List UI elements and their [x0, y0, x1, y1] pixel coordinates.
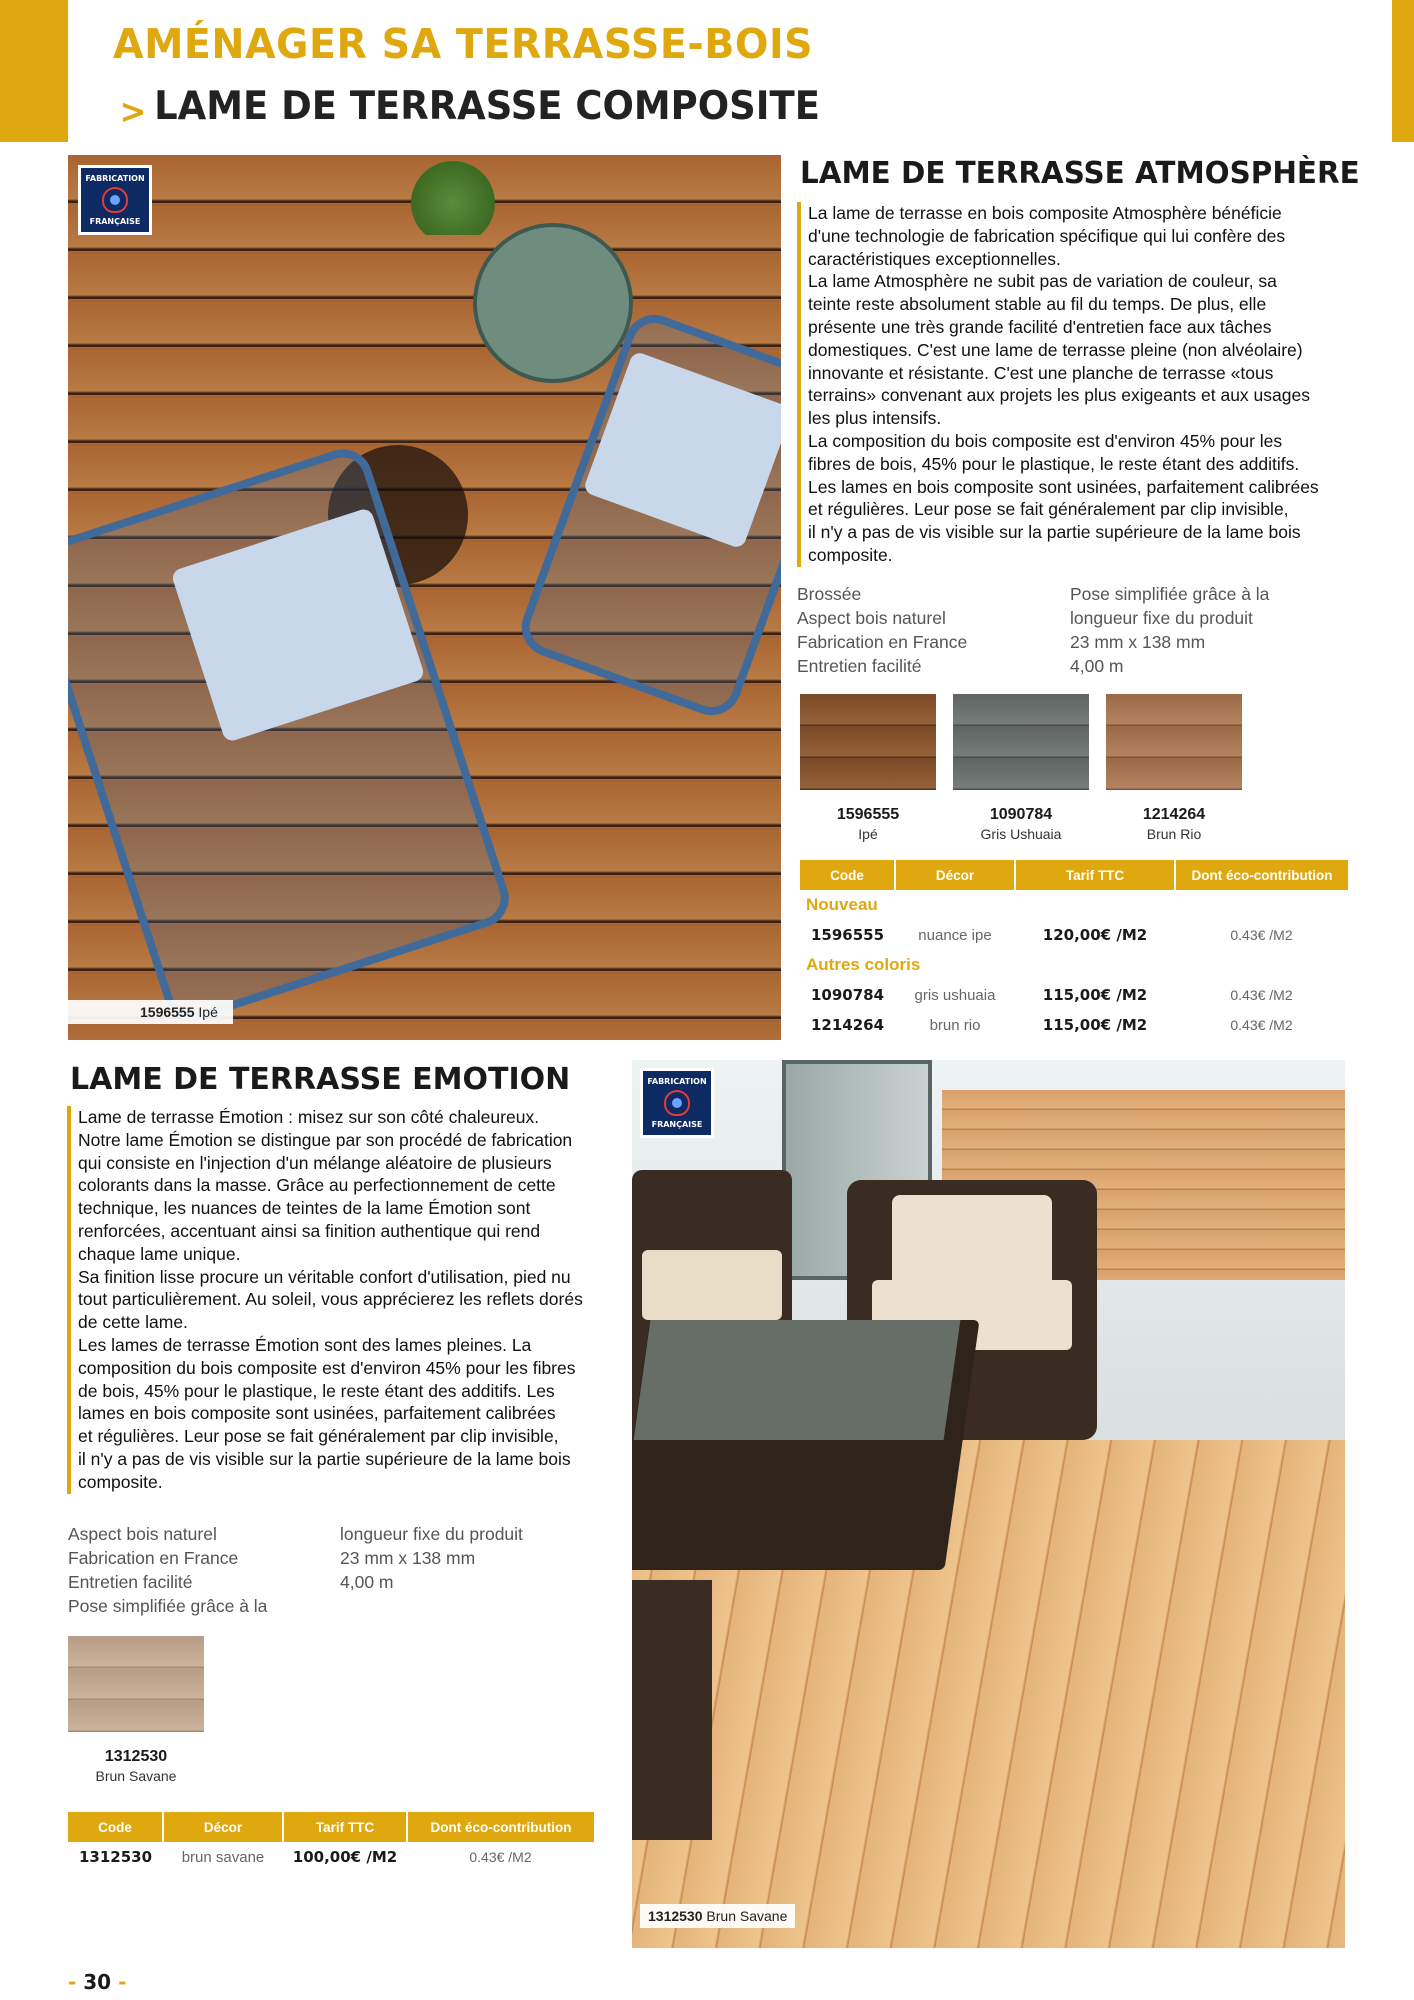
cell-decor: nuance ipe	[918, 926, 992, 944]
feature-item: Pose simplifiée grâce à la	[1070, 584, 1270, 604]
feature-item: Brossée	[797, 584, 862, 604]
table-header-row	[68, 1812, 594, 1842]
table-row	[68, 1842, 594, 1872]
table-group-row	[800, 950, 1348, 980]
page-subtitle-text: LAME DE TERRASSE COMPOSITE	[154, 84, 820, 129]
emotion-features-col2	[340, 1522, 523, 1594]
page-title: AMÉNAGER SA TERRASSE-BOIS	[113, 20, 814, 68]
cell-code: 1312530	[78, 1848, 153, 1866]
photo-caption-name: Ipé	[198, 1004, 218, 1020]
cell-tarif: 100,00€ /M2	[292, 1848, 398, 1866]
photo-caption-name: Brun Savane	[706, 1908, 788, 1924]
page-number-value: 30	[83, 1970, 112, 1994]
cell-eco: 0.43€ /M2	[469, 1849, 532, 1865]
swatch-label-ipe	[800, 806, 936, 842]
swatch-label-rio	[1106, 806, 1242, 842]
plant-illustration	[403, 155, 503, 235]
fabrication-francaise-badge	[78, 165, 152, 235]
feature-item: Entretien facilité	[797, 656, 922, 676]
feature-item: Fabrication en France	[797, 632, 968, 652]
emotion-price-table	[68, 1812, 594, 1872]
page-number: - 30 -	[68, 1970, 127, 1994]
side-table-illustration	[473, 223, 633, 383]
table-row	[800, 1010, 1348, 1040]
swatch-name: Ipé	[858, 826, 878, 842]
cushion-illustration	[642, 1250, 782, 1320]
feature-item: Entretien facilité	[68, 1572, 193, 1592]
feature-item: longueur fixe du produit	[1070, 608, 1253, 628]
page-subtitle	[119, 84, 820, 132]
glass-top-illustration	[634, 1320, 961, 1440]
france-map-icon	[664, 1090, 690, 1116]
cell-code: 1214264	[810, 1016, 885, 1034]
photo-caption-code: 1596555	[140, 1004, 195, 1020]
feature-item: 23 mm x 138 mm	[1070, 632, 1206, 652]
feature-item: 4,00 m	[340, 1572, 394, 1592]
cell-code: 1596555	[810, 926, 885, 944]
col-decor: Décor	[895, 860, 1015, 890]
table-header-row	[800, 860, 1348, 890]
swatch-label-savane	[68, 1748, 204, 1784]
atmosphere-price-table	[800, 860, 1348, 1040]
feature-item: Aspect bois naturel	[68, 1524, 217, 1544]
feature-item: Aspect bois naturel	[797, 608, 946, 628]
emotion-description: Lame de terrasse Émotion : misez sur son côté chaleureux. Notre lame Émotion se distingue par son procédé de fabrication qui consiste en l'injection d'un mélange aléatoire de plusieurs colorants dans la masse. Grâce au perfectionnement de cette technique, les nuances de teintes de la lame Émotion sont renforcées, accentuant ainsi sa finition authentique qui rend chaque lame unique. Sa finition lisse procure un véritable confort d'utilisation, pied nu tout particulièrement. Au soleil, vous apprécierez les reflets dorés de cette lame. Les lames de terrasse Émotion sont des lames pleines. La composition du bois composite est d'environ 45% pour les fibres de bois, 45% pour le plastique, le reste étant des additifs. Les lames en bois composite sont usinées, parfaitement calibrées et régulières. Leur pose se fait généralement par clip invisible, il n'y a pas de vis visible sur la partie supérieure de la lame bois composite.	[67, 1106, 627, 1494]
col-eco: Dont éco-contribution	[1175, 860, 1348, 890]
atmosphere-features-col2	[1070, 582, 1269, 678]
emotion-features-col1	[68, 1522, 267, 1618]
accent-bar-right	[1392, 0, 1414, 142]
swatch-name: Brun Savane	[95, 1768, 177, 1784]
badge-line2: FRANÇAISE	[651, 1120, 703, 1129]
photo-caption	[640, 1904, 795, 1928]
cell-tarif: 115,00€ /M2	[1042, 986, 1148, 1004]
badge-line2: FRANÇAISE	[89, 217, 141, 226]
cell-tarif: 120,00€ /M2	[1042, 926, 1148, 944]
cell-decor: brun savane	[181, 1848, 265, 1866]
chevron-right-icon: >	[119, 92, 147, 132]
col-tarif: Tarif TTC	[1015, 860, 1175, 890]
feature-item: longueur fixe du produit	[340, 1524, 523, 1544]
cell-eco: 0.43€ /M2	[1230, 927, 1293, 943]
col-tarif: Tarif TTC	[283, 1812, 407, 1842]
badge-line1: FABRICATION	[647, 1077, 707, 1086]
feature-item: 23 mm x 138 mm	[340, 1548, 476, 1568]
table-row	[800, 980, 1348, 1010]
swatch-ipe	[800, 694, 936, 790]
cell-decor: brun rio	[929, 1016, 981, 1034]
swatch-code: 1596555	[836, 806, 900, 823]
group-label-other: Autres coloris	[806, 955, 921, 974]
table-row	[800, 920, 1348, 950]
swatch-code: 1214264	[1142, 806, 1206, 823]
cell-tarif: 115,00€ /M2	[1042, 1016, 1148, 1034]
swatch-label-gris	[953, 806, 1089, 842]
table-group-row	[800, 890, 1348, 920]
swatch-gris-ushuaia	[953, 694, 1089, 790]
swatch-name: Brun Rio	[1146, 826, 1202, 842]
cell-decor: gris ushuaia	[914, 986, 996, 1004]
accent-bar-left	[0, 0, 68, 142]
swatch-name: Gris Ushuaia	[980, 826, 1062, 842]
emotion-photo	[632, 1060, 1345, 1948]
emotion-title: LAME DE TERRASSE EMOTION	[70, 1062, 571, 1097]
swatch-code: 1312530	[104, 1748, 168, 1765]
badge-line1: FABRICATION	[85, 174, 145, 183]
atmosphere-title: LAME DE TERRASSE ATMOSPHÈRE	[800, 156, 1360, 191]
swatch-brun-rio	[1106, 694, 1242, 790]
feature-item: Fabrication en France	[68, 1548, 239, 1568]
cell-eco: 0.43€ /M2	[1230, 987, 1293, 1003]
cell-code: 1090784	[810, 986, 885, 1004]
atmosphere-photo	[68, 155, 781, 1040]
col-code: Code	[68, 1812, 163, 1842]
france-map-icon	[102, 187, 128, 213]
feature-item: 4,00 m	[1070, 656, 1124, 676]
armchair-illustration	[632, 1580, 712, 1840]
atmosphere-description: La lame de terrasse en bois composite Atmosphère bénéficie d'une technologie de fabrication spécifique qui lui confère des caractéristiques exceptionnelles. La lame Atmosphère ne subit pas de variation de couleur, sa teinte reste absolument stable au fil du temps. De plus, elle présente une très grande facilité d'entretien face aux tâches domestiques. C'est une lame de terrasse pleine (non alvéolaire) innovante et résistante. C'est une planche de terrasse «tous terrains» convenant aux projets les plus exigeants et aux usages les plus intensifs. La composition du bois composite est d'environ 45% pour les fibres de bois, 45% pour le plastique, le reste étant des additifs. Les lames en bois composite sont usinées, parfaitement calibrées et régulières. Leur pose se fait généralement par clip invisible, il n'y a pas de vis visible sur la partie supérieure de la lame bois composite.	[797, 202, 1357, 567]
feature-item: Pose simplifiée grâce à la	[68, 1596, 268, 1616]
col-decor: Décor	[163, 1812, 283, 1842]
col-eco: Dont éco-contribution	[407, 1812, 594, 1842]
photo-caption-code: 1312530	[648, 1908, 703, 1924]
photo-caption	[68, 1000, 233, 1024]
group-label-new: Nouveau	[806, 895, 878, 914]
atmosphere-features-col1	[797, 582, 967, 678]
fabrication-francaise-badge	[640, 1068, 714, 1138]
swatch-brun-savane	[68, 1636, 204, 1732]
cell-eco: 0.43€ /M2	[1230, 1017, 1293, 1033]
col-code: Code	[800, 860, 895, 890]
swatch-code: 1090784	[989, 806, 1053, 823]
